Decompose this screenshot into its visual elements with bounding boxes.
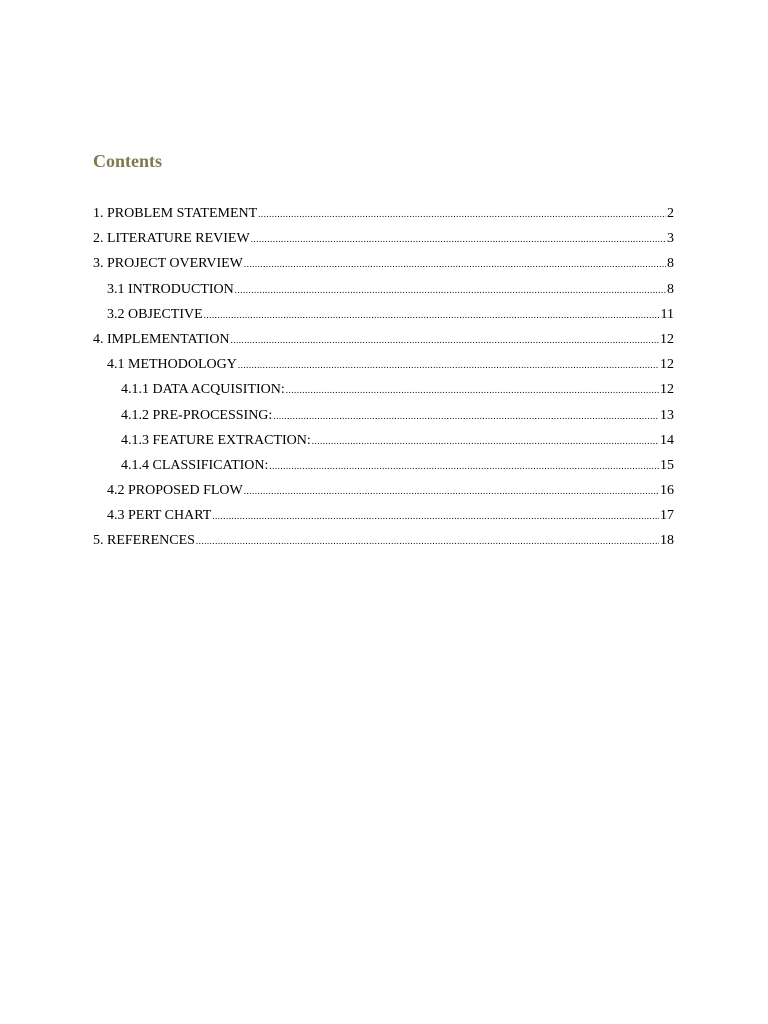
toc-entry-page: 17 <box>660 508 674 524</box>
toc-dot-leader <box>273 405 659 427</box>
toc-entry[interactable] <box>93 405 674 430</box>
toc-entry-title: 1. PROBLEM STATEMENT <box>93 206 258 221</box>
toc-entry[interactable] <box>93 228 674 253</box>
toc-entry[interactable] <box>93 279 674 304</box>
toc-entry-title: 4.1 METHODOLOGY <box>107 357 237 373</box>
toc-entry[interactable] <box>93 505 674 530</box>
toc-entry-title: 4.1.2 PRE-PROCESSING: <box>121 407 273 423</box>
toc-entry-title: 3. PROJECT OVERVIEW <box>93 256 243 272</box>
toc-entry-page: 12 <box>660 382 674 398</box>
toc-entry-page: 16 <box>660 483 674 499</box>
toc-entry[interactable] <box>93 430 674 455</box>
toc-entry[interactable] <box>93 354 674 379</box>
toc-dot-leader <box>212 505 659 527</box>
toc-dot-leader <box>269 455 659 477</box>
toc-entry-title: 2. LITERATURE REVIEW <box>93 231 250 247</box>
toc-entry-title: 5. REFERENCES <box>93 533 195 549</box>
toc-entry-page: 18 <box>660 533 674 549</box>
toc-entry-page: 2 <box>667 206 674 221</box>
toc-entry-title: 3.2 OBJECTIVE <box>107 306 203 322</box>
toc-entry-page: 14 <box>660 432 674 448</box>
toc-entry[interactable] <box>93 379 674 404</box>
toc-dot-leader <box>238 354 659 376</box>
toc-entry-title: 4.1.4 CLASSIFICATION: <box>121 457 269 473</box>
toc-entry-page: 8 <box>667 281 674 297</box>
toc-dot-leader <box>235 279 666 301</box>
toc-entry-title: 4.3 PERT CHART <box>107 508 212 524</box>
toc-dot-leader <box>258 203 666 225</box>
toc-dot-leader <box>204 304 660 326</box>
toc-dot-leader <box>251 228 666 250</box>
toc-heading: Contents <box>93 151 163 171</box>
toc-entry-page: 15 <box>660 457 674 473</box>
toc-entry-page: 11 <box>660 306 674 322</box>
toc-dot-leader <box>231 329 659 351</box>
toc-dot-leader <box>244 253 666 275</box>
toc-entry-page: 12 <box>660 331 674 347</box>
toc-entry-page: 13 <box>660 407 674 423</box>
toc-dot-leader <box>244 480 659 502</box>
toc-entry-page: 8 <box>667 256 674 272</box>
toc-dot-leader <box>286 379 659 401</box>
toc-entry[interactable] <box>93 455 674 480</box>
toc-entry-title: 4.2 PROPOSED FLOW <box>107 483 243 499</box>
toc-entry-title: 4. IMPLEMENTATION <box>93 331 230 347</box>
toc-entry[interactable] <box>93 304 674 329</box>
toc-dot-leader <box>196 530 659 552</box>
toc-entry[interactable] <box>93 530 674 555</box>
toc-entry[interactable] <box>93 480 674 505</box>
toc-entry-page: 12 <box>660 357 674 373</box>
toc-dot-leader <box>312 430 659 452</box>
toc-entry-title: 4.1.1 DATA ACQUISITION: <box>121 382 285 398</box>
table-of-contents <box>93 203 674 556</box>
toc-entry-page: 3 <box>667 231 674 247</box>
toc-entry-title: 3.1 INTRODUCTION <box>107 281 234 297</box>
toc-entry[interactable] <box>93 203 674 228</box>
toc-entry[interactable] <box>93 253 674 278</box>
toc-entry[interactable] <box>93 329 674 354</box>
toc-entry-title: 4.1.3 FEATURE EXTRACTION: <box>121 432 311 448</box>
